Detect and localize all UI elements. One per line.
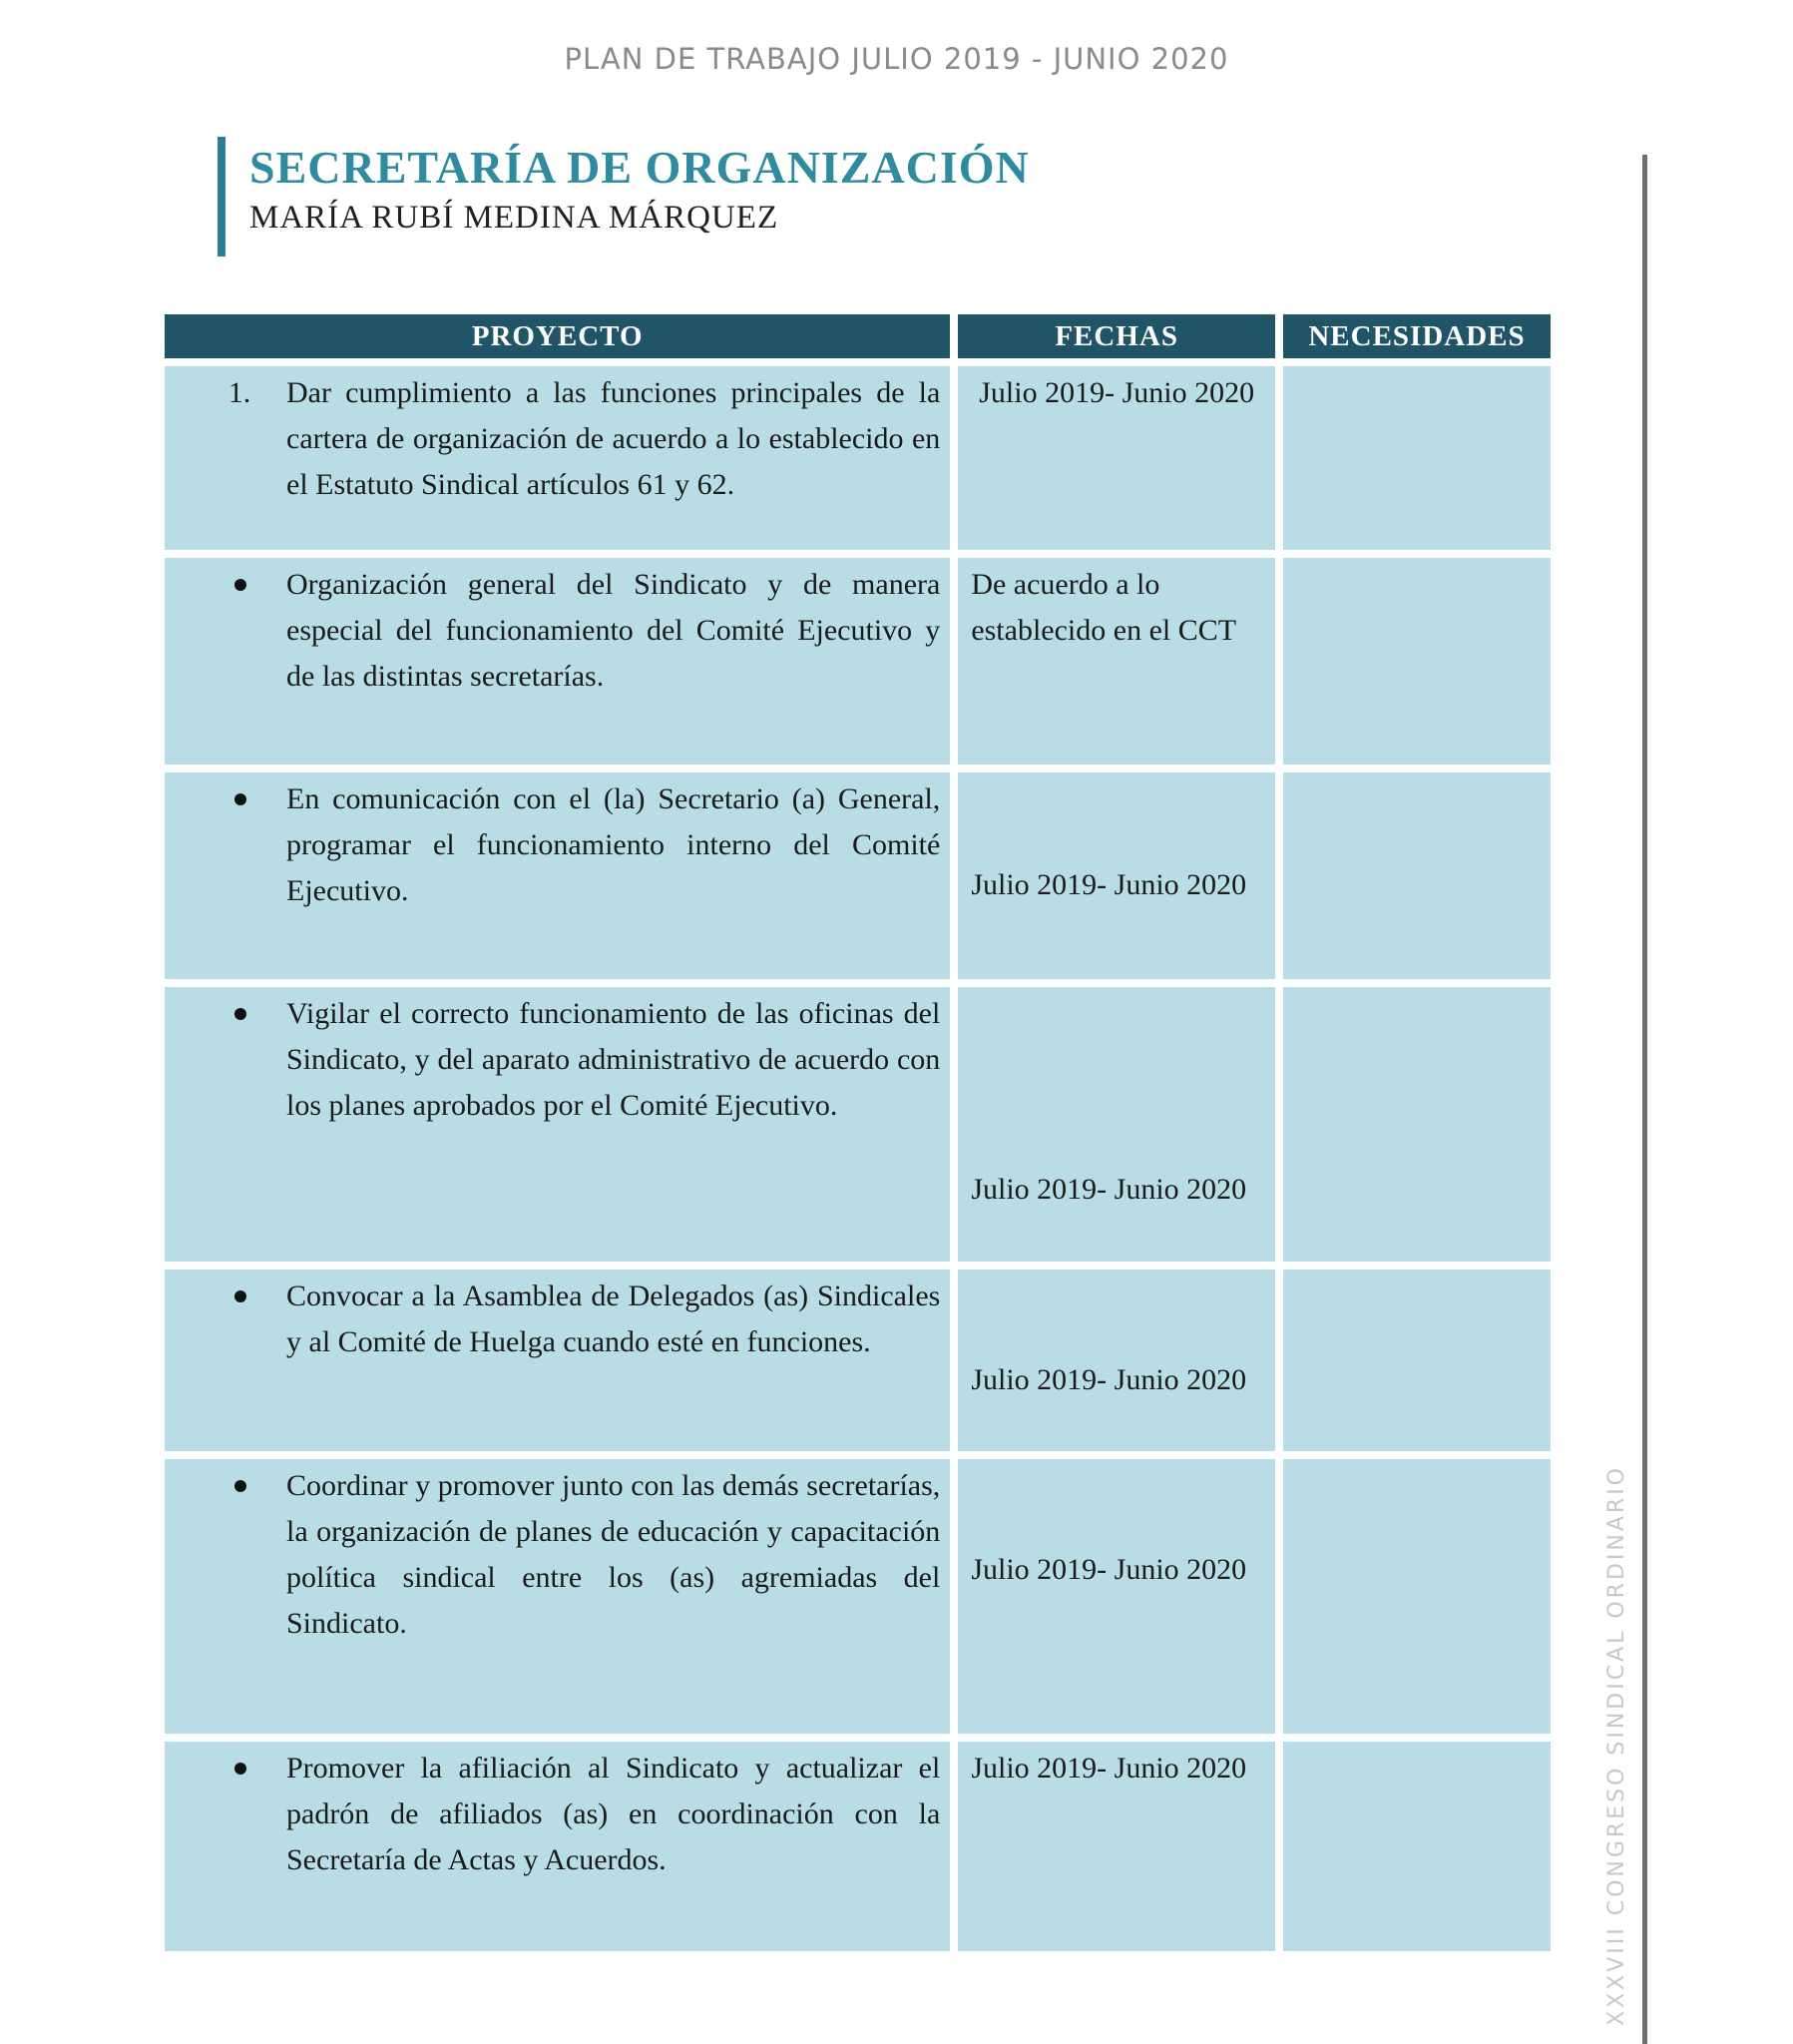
project-text: Organización general del Sindicato y de manera especial del funcionamiento del Comité Ejecutivo y de las distintas secretarías. bbox=[286, 568, 941, 693]
needs-cell bbox=[1283, 987, 1551, 1262]
needs-cell bbox=[1283, 1742, 1551, 1951]
dates-cell bbox=[958, 1459, 1275, 1734]
project-text: Dar cumplimiento a las funciones principales de la cartera de organización de acuerdo a lo establecido en el Estatuto Sindical artículos 61 y 62. bbox=[286, 376, 941, 501]
dates-cell bbox=[958, 772, 1275, 979]
project-cell bbox=[165, 1742, 950, 1951]
dates-cell bbox=[958, 987, 1275, 1262]
project-text: Vigilar el correcto funcionamiento de las oficinas del Sindicato, y del aparato administrativo de acuerdo con los planes aprobados por el Comité Ejecutivo. bbox=[286, 997, 941, 1122]
project-text: Convocar a la Asamblea de Delegados (as) Sindicales y al Comité de Huelga cuando esté en funciones. bbox=[286, 1279, 941, 1358]
bullet-dot-icon bbox=[234, 793, 246, 805]
dates-cell bbox=[958, 558, 1275, 765]
table-row bbox=[165, 1459, 1551, 1734]
table-row bbox=[165, 1742, 1551, 1951]
right-margin-rule bbox=[1642, 155, 1647, 2044]
dates-text: Julio 2019- Junio 2020 bbox=[979, 376, 1255, 409]
table-header-row bbox=[165, 314, 1551, 358]
dates-text: Julio 2019- Junio 2020 bbox=[971, 1553, 1247, 1586]
row-number-marker: 1. bbox=[227, 376, 251, 409]
work-plan-table bbox=[157, 306, 1559, 1959]
project-cell bbox=[165, 987, 950, 1262]
column-header-fechas: FECHAS bbox=[958, 314, 1275, 358]
dates-cell bbox=[958, 1270, 1275, 1451]
running-header: PLAN DE TRABAJO JULIO 2019 - JUNIO 2020 bbox=[564, 42, 1229, 76]
needs-cell bbox=[1283, 558, 1551, 765]
table-row bbox=[165, 772, 1551, 979]
bullet-dot-icon bbox=[234, 579, 246, 591]
vertical-footer-text: XXXVIII CONGRESO SINDICAL ORDINARIO bbox=[1604, 1465, 1629, 2026]
table-row bbox=[165, 987, 1551, 1262]
project-cell bbox=[165, 366, 950, 550]
bullet-dot-icon bbox=[234, 1008, 246, 1020]
bullet-dot-icon bbox=[234, 1763, 246, 1775]
table-row bbox=[165, 366, 1551, 550]
project-cell bbox=[165, 1270, 950, 1451]
dates-text: De acuerdo a lo establecido en el CCT bbox=[971, 568, 1237, 647]
needs-cell bbox=[1283, 1270, 1551, 1451]
dates-text: Julio 2019- Junio 2020 bbox=[971, 1752, 1247, 1785]
project-cell bbox=[165, 1459, 950, 1734]
dates-text: Julio 2019- Junio 2020 bbox=[971, 868, 1247, 901]
table-row bbox=[165, 1270, 1551, 1451]
project-cell bbox=[165, 772, 950, 979]
section-title-block bbox=[218, 137, 1030, 256]
needs-cell bbox=[1283, 772, 1551, 979]
needs-cell bbox=[1283, 1459, 1551, 1734]
project-text: Promover la afiliación al Sindicato y actualizar el padrón de afiliados (as) en coordinación con la Secretaría de Actas y Acuerdos. bbox=[286, 1752, 941, 1876]
table-row bbox=[165, 558, 1551, 765]
project-text: Coordinar y promover junto con las demás secretarías, la organización de planes de educación y capacitación política sindical entre los (as) agremiadas del Sindicato. bbox=[286, 1469, 941, 1640]
section-person-name: MARÍA RUBÍ MEDINA MÁRQUEZ bbox=[249, 199, 779, 236]
project-text: En comunicación con el (la) Secretario (a) General, programar el funcionamiento interno del Comité Ejecutivo. bbox=[286, 782, 941, 907]
dates-cell bbox=[958, 366, 1275, 550]
column-header-necesidades: NECESIDADES bbox=[1283, 314, 1551, 358]
bullet-dot-icon bbox=[234, 1290, 246, 1302]
needs-cell bbox=[1283, 366, 1551, 550]
bullet-dot-icon bbox=[234, 1480, 246, 1492]
project-cell bbox=[165, 558, 950, 765]
dates-text: Julio 2019- Junio 2020 bbox=[971, 1363, 1247, 1396]
dates-text: Julio 2019- Junio 2020 bbox=[971, 1173, 1247, 1206]
section-title: SECRETARÍA DE ORGANIZACIÓN bbox=[249, 142, 1030, 193]
dates-cell bbox=[958, 1742, 1275, 1951]
column-header-proyecto: PROYECTO bbox=[165, 314, 950, 358]
